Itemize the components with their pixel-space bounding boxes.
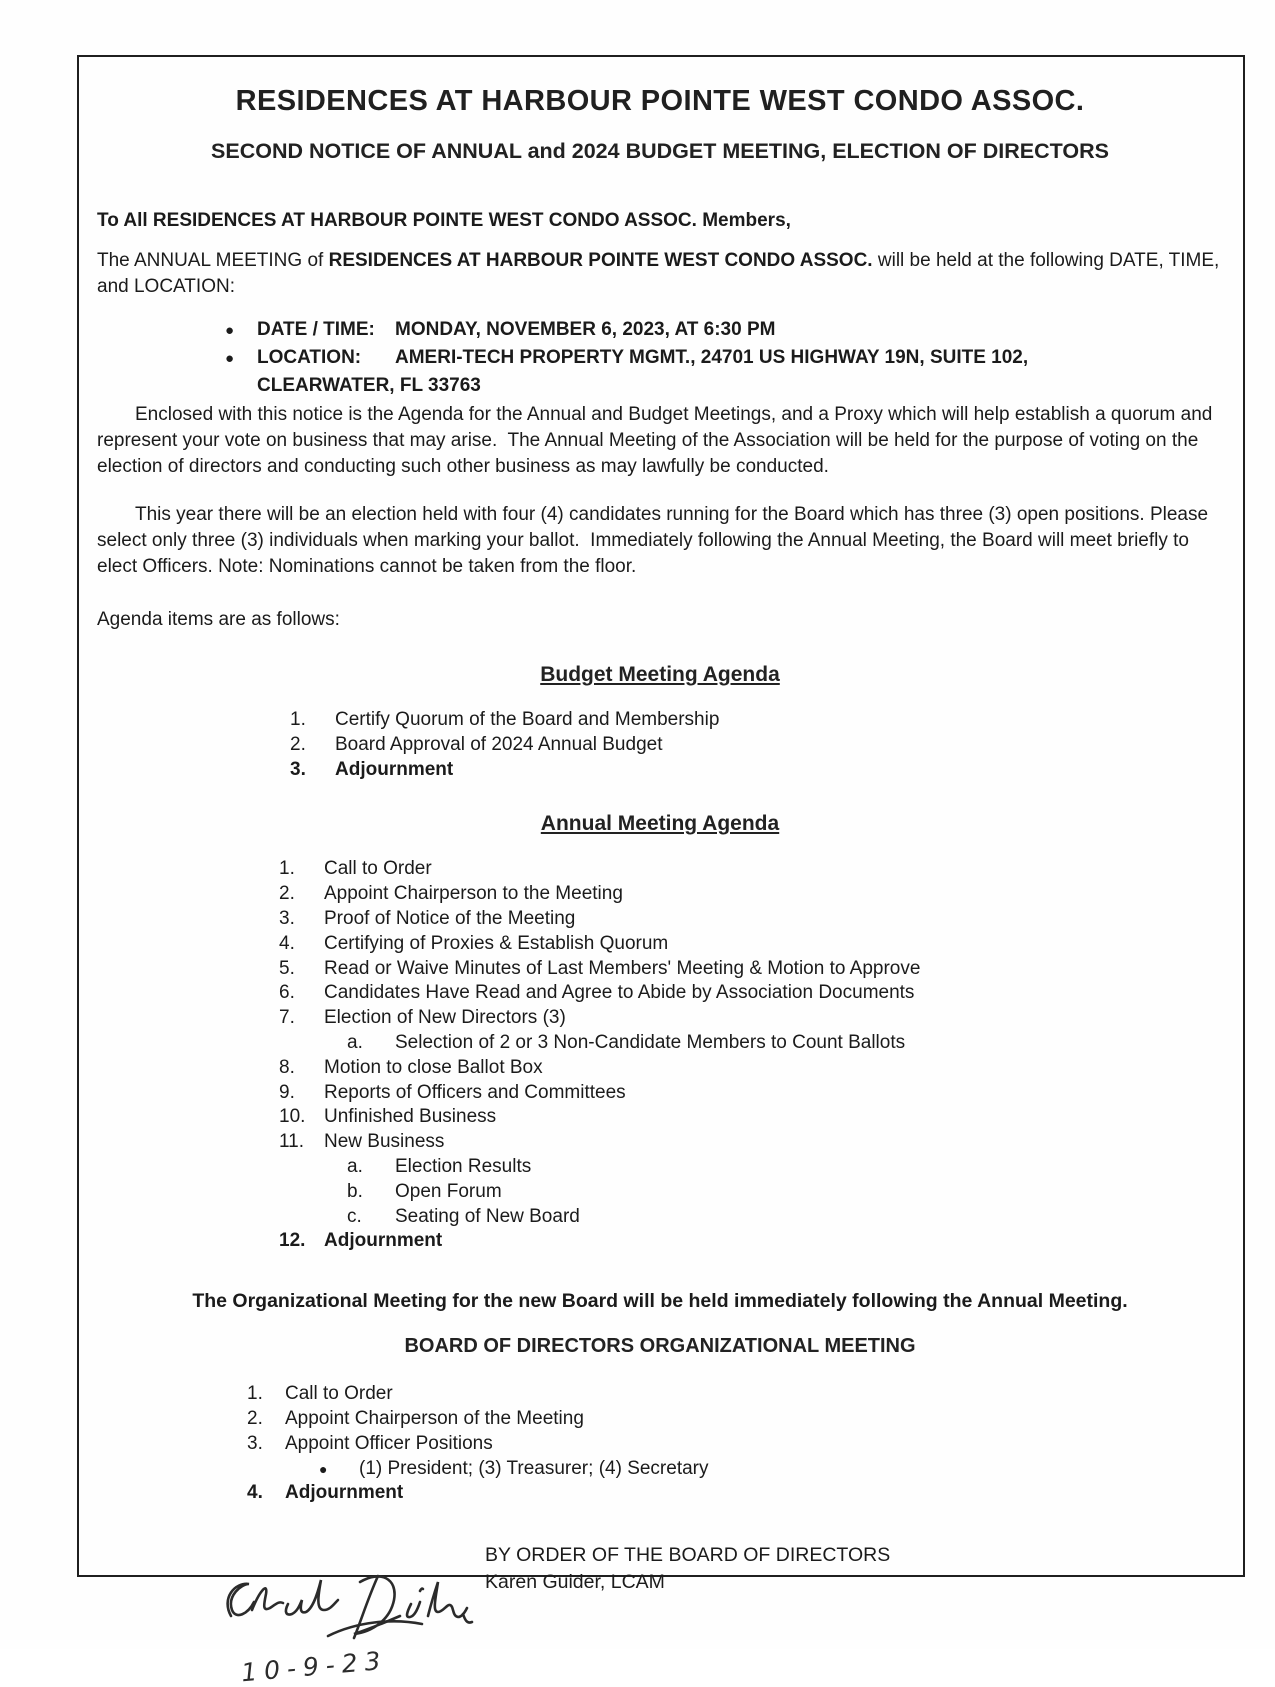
item-text: (1) President; (3) Treasurer; (4) Secretary [359,1457,709,1479]
item-number: 3. [279,907,295,929]
item-text: Election of New Directors (3) [324,1007,566,1029]
item-text: Read or Waive Minutes of Last Members' Meeting & Motion to Approve [324,957,921,979]
item-number: 3. [247,1432,263,1454]
item-number: 1. [247,1383,263,1405]
list-subitem [97,1205,1223,1230]
election-paragraph: This year there will be an election held with four (4) candidates running for the Board which has three (3) open positions. Please select only three (3) individuals when marking your ballot. Immediately following the Annual Meeting, the Board will meet briefly to elect Officers. Note: Nominations cannot be taken from the floor. [97,504,1214,577]
item-text: Appoint Chairperson of the Meeting [285,1407,584,1429]
item-letter: c. [347,1205,362,1227]
item-number: 1. [279,858,295,880]
list-item [97,1407,1223,1432]
list-item [97,1382,1223,1407]
list-item [97,981,1223,1006]
bullet-icon: ● [225,322,235,339]
signer-name: Karen Guider, LCAM [485,1571,665,1594]
intro-paragraph [97,248,1223,300]
budget-agenda-heading: Budget Meeting Agenda [540,663,780,686]
item-text: Motion to close Ballot Box [324,1056,543,1078]
salutation-line: To All RESIDENCES AT HARBOUR POINTE WEST CONDO ASSOC. Members, [97,210,791,231]
list-subitem [97,1031,1223,1056]
date-time-row [97,316,1223,344]
list-item [97,857,1223,882]
list-item [97,932,1223,957]
item-number: 2. [279,883,295,905]
location-value: AMERI-TECH PROPERTY MGMT., 24701 US HIGHWAY 19N, SUITE 102, [395,347,1029,368]
list-subitem [97,1155,1223,1180]
annual-agenda-list [97,857,1223,1254]
meeting-details-list [97,316,1223,399]
item-number: 1. [290,709,306,730]
item-text: Unfinished Business [324,1106,497,1128]
item-text: Open Forum [395,1180,502,1202]
item-text: New Business [324,1131,445,1153]
list-item [97,882,1223,907]
item-text: Adjournment [285,1482,404,1504]
signature-area [97,1530,485,1687]
enclosed-paragraph: Enclosed with this notice is the Agenda for the Annual and Budget Meetings, and a Proxy which will help establish a quorum and represent your vote on business that may arise. The Annual Meeting of the Association will be held for the purpose of voting on the election of directors and conducting such other business as may lawfully be conducted. [97,404,1218,477]
org-meeting-heading: BOARD OF DIRECTORS ORGANIZATIONAL MEETING [404,1335,916,1358]
item-text: Adjournment [335,758,454,780]
item-text: Reports of Officers and Committees [324,1081,626,1103]
list-item [97,1056,1223,1081]
item-letter: a. [347,1155,363,1177]
list-item [97,1081,1223,1106]
item-number: 12. [279,1230,306,1252]
list-item [97,957,1223,982]
item-number: 2. [290,733,306,755]
date-time-value: MONDAY, NOVEMBER 6, 2023, AT 6:30 PM [395,319,776,340]
item-number: 2. [247,1407,263,1429]
intro-text-post: will be held at the following DATE, TIME, and LOCATION: [97,250,1225,297]
annual-agenda-heading: Annual Meeting Agenda [540,812,780,836]
bullet-icon: ● [319,1460,328,1477]
signature-block [97,1530,1223,1687]
list-item [97,907,1223,932]
document-subtitle: SECOND NOTICE OF ANNUAL and 2024 BUDGET MEETING, ELECTION OF DIRECTORS [211,139,1109,163]
handwritten-date: 10-9-23 [240,1645,389,1687]
location-label: LOCATION: [257,347,362,368]
by-order-line: BY ORDER OF THE BOARD OF DIRECTORS [485,1544,891,1567]
item-number: 10. [279,1106,306,1128]
item-text: Appoint Officer Positions [285,1432,493,1454]
item-text: Selection of 2 or 3 Non-Candidate Members to Count Ballots [395,1031,906,1053]
item-number: 5. [279,957,295,979]
list-item [97,1432,1223,1457]
item-number: 3. [290,758,306,780]
list-item [97,733,1223,758]
intro-text-association-name: RESIDENCES AT HARBOUR POINTE WEST CONDO ASSOC. [328,250,873,271]
list-item [97,708,1223,733]
agenda-intro-line: Agenda items are as follows: [97,609,340,630]
item-number: 6. [279,982,295,1004]
list-item [97,758,1223,783]
list-subitem [97,1180,1223,1205]
document-border-frame [77,55,1245,1687]
list-subitem [97,1457,1223,1482]
item-number: 4. [279,932,295,954]
organizational-note: The Organizational Meeting for the new Board will be held immediately following the Annual Meeting. [192,1290,1128,1313]
item-text: Election Results [395,1155,532,1177]
item-number: 4. [247,1482,263,1504]
item-text: Certify Quorum of the Board and Membership [335,709,720,730]
item-text: Seating of New Board [395,1205,580,1227]
org-meeting-list [97,1382,1223,1506]
item-text: Adjournment [324,1230,443,1252]
item-letter: a. [347,1031,363,1053]
bullet-icon: ● [225,350,235,367]
item-letter: b. [347,1180,363,1202]
item-number: 7. [279,1007,295,1029]
item-text: Call to Order [285,1383,393,1405]
item-text: Proof of Notice of the Meeting [324,907,576,929]
item-number: 9. [279,1081,295,1103]
document-title: RESIDENCES AT HARBOUR POINTE WEST CONDO ASSOC. [235,85,1085,117]
item-text: Certifying of Proxies & Establish Quorum [324,932,669,954]
by-order-block [485,1530,890,1596]
item-number: 11. [279,1131,305,1153]
budget-agenda-list [97,708,1223,782]
item-text: Appoint Chairperson to the Meeting [324,883,623,905]
item-text: Candidates Have Read and Agree to Abide by Association Documents [324,982,915,1004]
item-number: 8. [279,1056,295,1078]
list-item [97,1130,1223,1155]
item-text: Board Approval of 2024 Annual Budget [335,733,663,755]
intro-text-pre: The ANNUAL MEETING of [97,250,329,271]
list-item [97,1105,1223,1130]
location-row [97,344,1223,372]
location-value-line2: CLEARWATER, FL 33763 [257,375,481,396]
item-text: Call to Order [324,858,432,880]
date-time-label: DATE / TIME: [257,319,375,340]
list-item [97,1006,1223,1031]
list-item [97,1481,1223,1506]
list-item [97,1229,1223,1254]
